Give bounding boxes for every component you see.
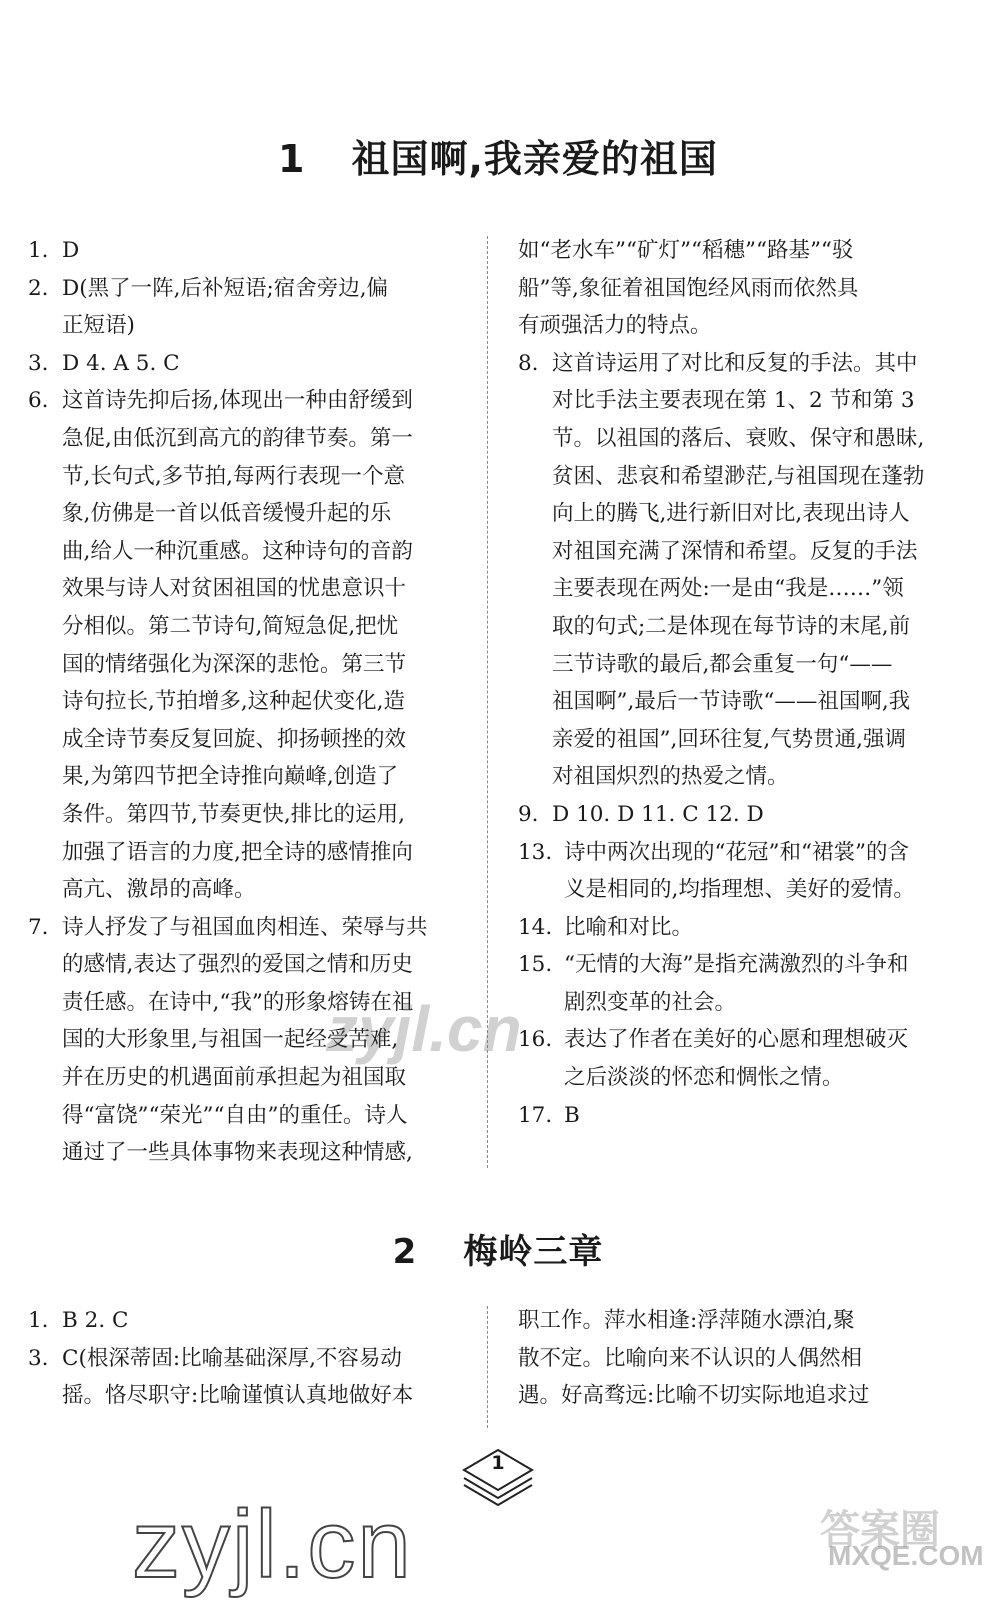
answer-item xyxy=(28,232,462,270)
answer-number: 2. xyxy=(28,275,49,301)
answer-line: D xyxy=(62,238,80,263)
answer-line: 急促,由低沉到高亢的韵律节奏。第一 xyxy=(62,425,413,451)
answer-number: 7. xyxy=(28,914,49,940)
answer-line: 通过了一些具体事物来表现这种情感, xyxy=(62,1140,413,1166)
answer-line: 加强了语言的力度,把全诗的感情推向 xyxy=(62,839,413,865)
answer-line: 的感情,表达了强烈的爱国之情和历史 xyxy=(62,952,413,978)
answer-number: 1. xyxy=(28,238,49,263)
section2-title: 梅岭三章 xyxy=(463,1232,604,1272)
answer-number: 3. xyxy=(28,350,49,376)
answer-line: 三节诗歌的最后,都会重复一句“—— xyxy=(552,651,893,677)
answer-line: 分相似。第二节诗句,简短急促,把忧 xyxy=(62,613,399,639)
watermark-overlay: zyjl.cn xyxy=(326,993,522,1065)
answer-item xyxy=(518,946,964,1021)
answer-line: 责任感。在诗中,“我”的形象熔铸在祖 xyxy=(62,989,414,1015)
answer-line: “无情的大海”是指充满激烈的斗争和 xyxy=(564,952,909,978)
answer-line: 这首诗先抑后扬,体现出一种由舒缓到 xyxy=(62,388,413,414)
answer-line: 表达了作者在美好的心愿和理想破灭 xyxy=(564,1027,909,1053)
section1-title: 祖国啊,我亲爱的祖国 xyxy=(351,137,718,181)
answer-line: 成全诗节奏反复回旋、抑扬顿挫的效 xyxy=(62,726,407,752)
answer-line: 贫困、悲哀和希望渺茫,与祖国现在蓬勃 xyxy=(552,463,925,489)
section2-number: 2 xyxy=(392,1232,418,1272)
answer-line: 节。以祖国的落后、衰败、保守和愚昧, xyxy=(552,425,925,451)
answer-line: 这首诗运用了对比和反复的手法。其中 xyxy=(552,350,918,376)
answer-line: B xyxy=(564,1102,580,1128)
answer-number: 15. xyxy=(518,952,553,978)
answer-item xyxy=(518,1021,964,1096)
answer-line: 亲爱的祖国”,回环往复,气势贯通,强调 xyxy=(552,726,906,752)
answer-number: 1. xyxy=(28,1308,49,1333)
answer-line: 主要表现在两处:一是由“我是……”领 xyxy=(552,576,904,602)
answer-number: 3. xyxy=(28,1345,49,1371)
continuation-line: 如“老水车”“矿灯”“稻穗”“路基”“驳 xyxy=(518,238,854,263)
answer-line: 对祖国炽烈的热爱之情。 xyxy=(552,764,789,790)
answer-line: 国的大形象里,与祖国一起经受苦难, xyxy=(62,1027,399,1053)
watermark-url: MXQE.COM xyxy=(828,1540,984,1571)
answer-item xyxy=(28,382,462,908)
answer-line: B 2. C xyxy=(62,1308,129,1333)
answer-number: 16. xyxy=(518,1027,553,1053)
section2-left-column xyxy=(28,1302,462,1415)
answer-line: 向上的腾飞,进行新旧对比,表现出诗人 xyxy=(552,501,910,527)
section2-right-column xyxy=(518,1302,964,1415)
answer-number: 17. xyxy=(518,1102,553,1128)
section1-number: 1 xyxy=(278,137,306,181)
answer-line: 条件。第四节,节奏更快,排比的运用, xyxy=(62,801,406,827)
answer-line: C(根深蒂固:比喻基础深厚,不容易动 xyxy=(62,1345,402,1371)
answer-number: 14. xyxy=(518,914,553,940)
answer-line: 之后淡淡的怀恋和惆怅之情。 xyxy=(564,1065,844,1091)
section2-heading xyxy=(0,1224,996,1273)
answer-item xyxy=(518,834,964,909)
answer-item xyxy=(28,1302,462,1340)
answer-item xyxy=(28,270,462,345)
answer-line: 正短语) xyxy=(62,313,135,339)
answer-number: 6. xyxy=(28,388,49,414)
answer-line: 诗中两次出现的“花冠”和“裙裳”的含 xyxy=(564,839,909,865)
continuation-line: 有顽强活力的特点。 xyxy=(518,313,712,339)
section1-heading xyxy=(0,128,996,183)
continuation-line: 遇。好高骛远:比喻不切实际地追求过 xyxy=(518,1383,870,1409)
answer-line: D(黑了一阵,后补短语;宿舍旁边,偏 xyxy=(62,275,389,301)
answer-line: 取的句式;二是体现在每节诗的末尾,前 xyxy=(552,613,911,639)
answer-line: 并在历史的机遇面前承担起为祖国取 xyxy=(62,1065,407,1091)
answer-line: 曲,给人一种沉重感。这种诗句的音韵 xyxy=(62,538,413,564)
answer-line: 诗人抒发了与祖国血肉相连、荣辱与共 xyxy=(62,914,428,940)
answer-line: 摇。恪尽职守:比喻谨慎认真地做好本 xyxy=(62,1383,414,1409)
continuation-line: 散不定。比喻向来不认识的人偶然相 xyxy=(518,1345,863,1371)
section1-right-column xyxy=(518,232,964,1134)
answer-line: 果,为第四节把全诗推向巅峰,创造了 xyxy=(62,764,399,790)
page-number: 1 xyxy=(491,1452,505,1474)
answer-item xyxy=(518,909,964,947)
answer-item xyxy=(28,345,462,383)
page-number-badge xyxy=(458,1448,538,1506)
answer-line: 象,仿佛是一首以低音缓慢升起的乐 xyxy=(62,501,392,527)
continuation-line: 船”等,象征着祖国饱经风雨而依然具 xyxy=(518,275,859,301)
answer-number: 8. xyxy=(518,350,539,376)
column-divider xyxy=(487,1306,488,1428)
answer-line: 诗句拉长,节拍增多,这种起伏变化,造 xyxy=(62,689,406,715)
answer-number: 9. xyxy=(518,801,539,827)
answer-line: 对祖国充满了深情和希望。反复的手法 xyxy=(552,538,918,564)
answer-line: 义是相同的,均指理想、美好的爱情。 xyxy=(564,877,915,903)
answer-line: 对比手法主要表现在第 1、2 节和第 3 xyxy=(552,388,915,414)
answer-line: 节,长句式,多节拍,每两行表现一个意 xyxy=(62,463,406,489)
answer-line: D 4. A 5. C xyxy=(62,350,180,376)
continuation-line: 职工作。萍水相逢:浮萍随水漂泊,聚 xyxy=(518,1308,855,1333)
answer-line: 国的情绪强化为深深的悲怆。第三节 xyxy=(62,651,407,677)
answer-line: 效果与诗人对贫困祖国的忧患意识十 xyxy=(62,576,407,602)
answer-line: 祖国啊”,最后一节诗歌“——祖国啊,我 xyxy=(552,689,911,715)
answer-line: 高亢、激昂的高峰。 xyxy=(62,877,256,903)
answer-item xyxy=(28,1340,462,1415)
answer-line: D 10. D 11. C 12. D xyxy=(552,801,764,827)
answer-line: 剧烈变革的社会。 xyxy=(564,989,737,1015)
answer-item xyxy=(518,1097,964,1135)
answer-number: 13. xyxy=(518,839,553,865)
watermark-logo-text: 答案圈 xyxy=(820,1508,940,1552)
answer-item xyxy=(518,796,964,834)
answer-line: 比喻和对比。 xyxy=(564,914,694,940)
watermark-bottom-left: zyjl.cn xyxy=(132,1491,413,1598)
answer-item xyxy=(518,345,964,796)
answer-line: 得“富饶”“荣光”“自由”的重任。诗人 xyxy=(62,1102,408,1128)
